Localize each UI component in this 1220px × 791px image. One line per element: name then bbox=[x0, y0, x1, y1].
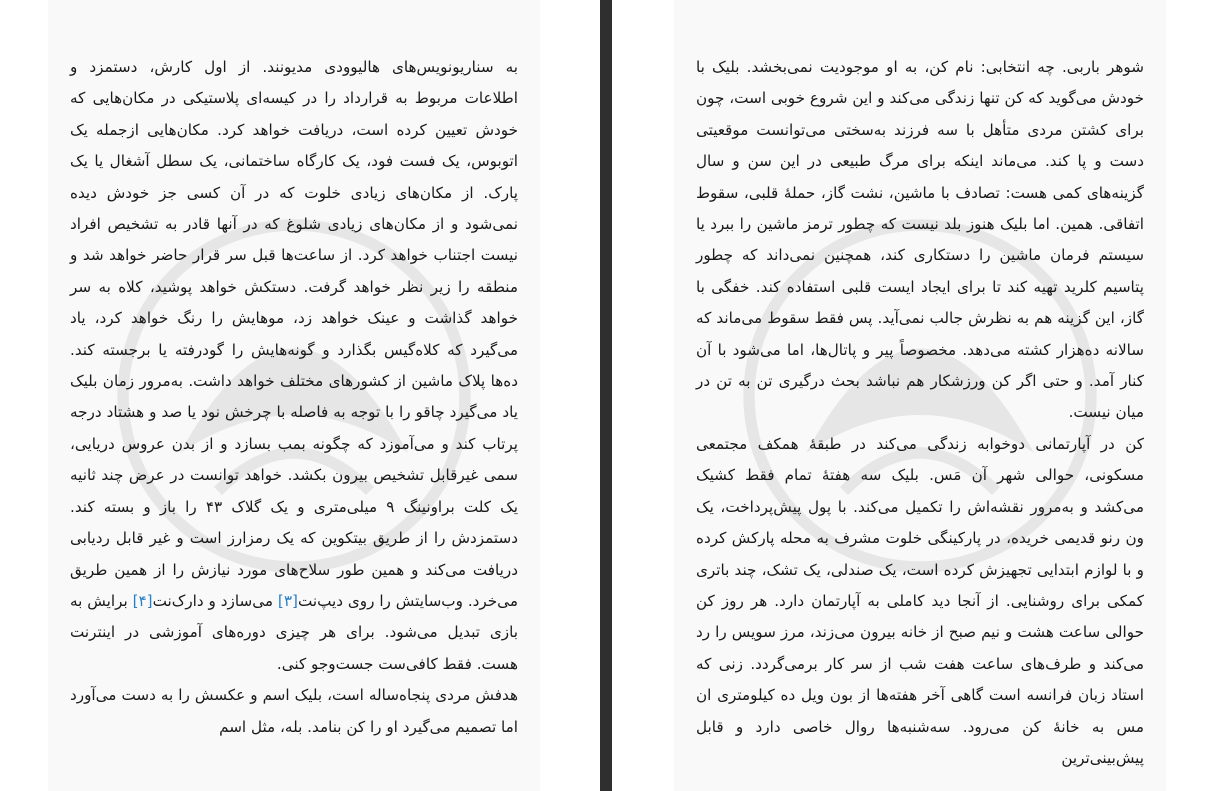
right-page-text bbox=[696, 52, 1144, 774]
footnote-link-3[interactable]: [۳] bbox=[277, 591, 298, 610]
left-paragraph-1 bbox=[70, 52, 518, 680]
right-paragraph-2: کن در آپارتمانی دوخوابه زندگی می‌کند در طبقهٔ همکف مجتمعی مسکونی، حوالی شهر آن مَس. بلیک سه هفتهٔ تمام فقط کشیک می‌کشد و به‌مرور نقشه‌اش را تکمیل می‌کند. با پول پیش‌پرداخت، یک ون رنو قدیمی خریده، در پارکینگی خلوت مشرف به محله پارکش کرده و با لوازم ابتدایی تجهیزش کرده است، یک صندلی، یک تشک، چند باتری کمکی برای روشنایی. از آنجا دید کاملی به آپارتمان دارد. هر روز کن حوالی ساعت هشت و نیم صبح از خانه بیرون می‌زند، مرز سویس را رد می‌کند و طرف‌های ساعت هفت شب از سر کار برمی‌گردد. زنی که استاد زبان فرانسه است گاهی آخر هفته‌ها از بون ویل ده کیلومتری ان مس به خانهٔ کن می‌رود. سه‌شنبه‌ها روال خاصی دارد و قابل پیش‌بینی‌ترین bbox=[696, 434, 1144, 767]
left-paragraph-2: هدفش مردی پنجاه‌ساله است، بلیک اسم و عکسش را به دست می‌آورد اما تصمیم می‌گیرد او را کن بنامد. بله، مثل اسم bbox=[70, 686, 518, 736]
right-page bbox=[674, 0, 1166, 791]
left-page bbox=[48, 0, 540, 791]
left-paragraph-1-part-b: می‌سازد و دارک‌نت bbox=[152, 591, 278, 610]
page-divider bbox=[600, 0, 612, 791]
left-page-text bbox=[70, 52, 518, 743]
right-paragraph-1: شوهر باربی. چه انتخابی: نام کن، به او موجودیت نمی‌بخشد. بلیک با خودش می‌گوید که کن تنها زندگی می‌کند و این شروع خوبی است، چون برای کشتن مردی متأهل با سه فرزند به‌سختی می‌توانست موقعیتی دست و پا کند. می‌ماند اینکه برای مرگ طبیعی در این سن و سال گزینه‌های کمی هست: تصادف با ماشین، نشت گاز، حملهٔ قلبی، سقوط اتفاقی. همین. اما بلیک هنوز بلد نیست که چطور ترمز ماشین را ببرد یا سیستم فرمان ماشین را دستکاری کند، همچنین نمی‌داند که چطور پتاسیم کلرید تهیه کند تا برای ایجاد ایست قلبی استفاده کند. خفگی با گاز، این گزینه هم به نظرش جالب نمی‌آید. پس فقط سقوط می‌ماند که سالانه ده‌هزار کشته می‌دهد. مخصوصاً پیر و پاتال‌ها، اما می‌شود با آن کنار آمد. و حتی اگر کن ورزشکار هم نباشد بحث درگیری تن به تن در میان نیست. bbox=[696, 58, 1144, 422]
left-paragraph-1-part-c: برایش به بازی تبدیل می‌شود. برای هر چیزی دوره‌های آموزشی در اینترنت هست. فقط کافی‌ست جست‌وجو کنی. bbox=[70, 591, 518, 673]
footnote-link-4[interactable]: [۴] bbox=[132, 591, 153, 610]
left-paragraph-1-part-a: به سناریونویس‌های هالیوودی مدیونند. از اول کارش، دستمزد و اطلاعات مربوط به قرارداد را در کیسه‌ای پلاستیکی در مکان‌هایی که خودش تعیین کرده است، دریافت خواهد کرد. مکان‌هایی ازجمله یک اتوبوس، یک فست فود، یک کارگاه ساختمانی، یک سطل آشغال یا یک پارک. از مکان‌های زیادی خلوت که در آن کسی جز خودش دیده نمی‌شود و از مکان‌های زیادی شلوغ که در آنها قادر به تشخیص افراد نیست اجتناب خواهد کرد. از ساعت‌ها قبل سر قرار حاضر خواهد شد و منطقه را زیر نظر خواهد گرفت. دستکش خواهد پوشید، کلاه به سر خواهد گذاشت و عینک خواهد زد، موهایش را رنگ خواهد کرد، یاد می‌گیرد که کلاه‌گیس بگذارد و گونه‌هایش را گودرفته یا برجسته کند. ده‌ها پلاک ماشین از کشورهای مختلف خواهد داشت. به‌مرور زمان بلیک یاد می‌گیرد چاقو را با توجه به فاصله با چرخش نود یا صد و هشتاد درجه پرتاب کند و می‌آموزد که چگونه بمب بسازد و از بدن عروس دریایی، سمی غیرقابل تشخیص بیرون بکشد. خواهد توانست در عرض چند ثانیه یک کلت براونینگ ۹ میلی‌متری و یک گلاک ۴۳ را باز و بسته کند. دستمزدش را از طریق بیتکوین که یک رمزارز است و غیر قابل ردیابی دریافت می‌کند و همین طور سلاح‌های مورد نیازش را از همین طریق می‌خرد. وب‌سایتش را روی دیپ‌نت bbox=[70, 58, 518, 610]
